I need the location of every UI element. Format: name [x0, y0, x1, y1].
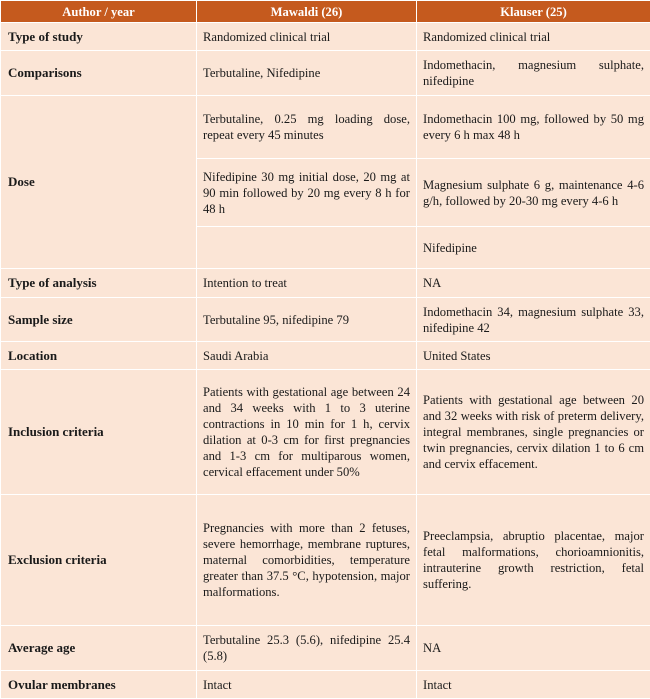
- cell-mawaldi: Patients with gestational age between 24 and 34 weeks with 1 to 3 uterine contractions in 10 min for 1 h, cervix dilation at 0-3 cm for first pregnancies and 1-3 cm for multiparous women, cervical effacement under 50%: [197, 370, 417, 495]
- row-label: Type of study: [1, 23, 197, 51]
- cell-klauser: Intact: [417, 671, 650, 699]
- row-label: Comparisons: [1, 51, 197, 96]
- cell-klauser: Randomized clinical trial: [417, 23, 650, 51]
- cell-mawaldi: Saudi Arabia: [197, 342, 417, 370]
- row-label: Ovular membranes: [1, 671, 197, 699]
- cell-mawaldi: Terbutaline 95, nifedipine 79: [197, 298, 417, 342]
- table-row-exclusion-criteria: [1, 495, 650, 626]
- cell-mawaldi: Terbutaline, 0.25 mg loading dose, repeat every 45 minutes: [197, 96, 417, 159]
- row-label: Location: [1, 342, 197, 370]
- cell-klauser: Patients with gestational age between 20 and 32 weeks with risk of preterm delivery, integral membranes, single pregnancies or twin pregnancies, cervix dilation 1 to 6 cm and cervix effacement.: [417, 370, 650, 495]
- header-klauser: Klauser (25): [417, 1, 650, 23]
- table-row-average-age: [1, 626, 650, 671]
- row-label: Type of analysis: [1, 269, 197, 298]
- cell-klauser: NA: [417, 269, 650, 298]
- header-mawaldi: Mawaldi (26): [197, 1, 417, 23]
- table-row-dose: [1, 96, 650, 159]
- cell-mawaldi: Intact: [197, 671, 417, 699]
- header-author-year: Author / year: [1, 1, 197, 23]
- cell-mawaldi: Terbutaline, Nifedipine: [197, 51, 417, 96]
- cell-klauser: Nifedipine: [417, 227, 650, 269]
- cell-mawaldi: Terbutaline 25.3 (5.6), nifedipine 25.4 (5.8): [197, 626, 417, 671]
- table-row-type-of-analysis: [1, 269, 650, 298]
- cell-mawaldi-empty: [197, 227, 417, 269]
- table-row-type-of-study: [1, 23, 650, 51]
- row-label: Sample size: [1, 298, 197, 342]
- table-row-inclusion-criteria: [1, 370, 650, 495]
- cell-klauser: Magnesium sulphate 6 g, maintenance 4-6 g/h, followed by 20-30 mg every 4-6 h: [417, 159, 650, 227]
- row-label: Inclusion criteria: [1, 370, 197, 495]
- table-row-sample-size: [1, 298, 650, 342]
- cell-klauser: Preeclampsia, abruptio placentae, major fetal malformations, chorioamnionitis, intrauterine growth restriction, fetal suffering.: [417, 495, 650, 626]
- cell-mawaldi: Nifedipine 30 mg initial dose, 20 mg at 90 min followed by 20 mg every 8 h for 48 h: [197, 159, 417, 227]
- header-row: [1, 1, 650, 23]
- row-label: Exclusion criteria: [1, 495, 197, 626]
- cell-klauser: Indomethacin 100 mg, followed by 50 mg every 6 h max 48 h: [417, 96, 650, 159]
- cell-klauser: United States: [417, 342, 650, 370]
- cell-klauser: Indomethacin, magnesium sulphate, nifedipine: [417, 51, 650, 96]
- table-row-comparisons: [1, 51, 650, 96]
- row-label: Dose: [1, 96, 197, 269]
- row-label: Average age: [1, 626, 197, 671]
- table-row-location: [1, 342, 650, 370]
- table-row-ovular-membranes: [1, 671, 650, 699]
- cell-mawaldi: Intention to treat: [197, 269, 417, 298]
- cell-klauser: Indomethacin 34, magnesium sulphate 33, nifedipine 42: [417, 298, 650, 342]
- cell-mawaldi: Randomized clinical trial: [197, 23, 417, 51]
- cell-mawaldi: Pregnancies with more than 2 fetuses, severe hemorrhage, membrane ruptures, maternal comorbidities, temperature greater than 37.5 °C, hypotension, major malformations.: [197, 495, 417, 626]
- cell-klauser: NA: [417, 626, 650, 671]
